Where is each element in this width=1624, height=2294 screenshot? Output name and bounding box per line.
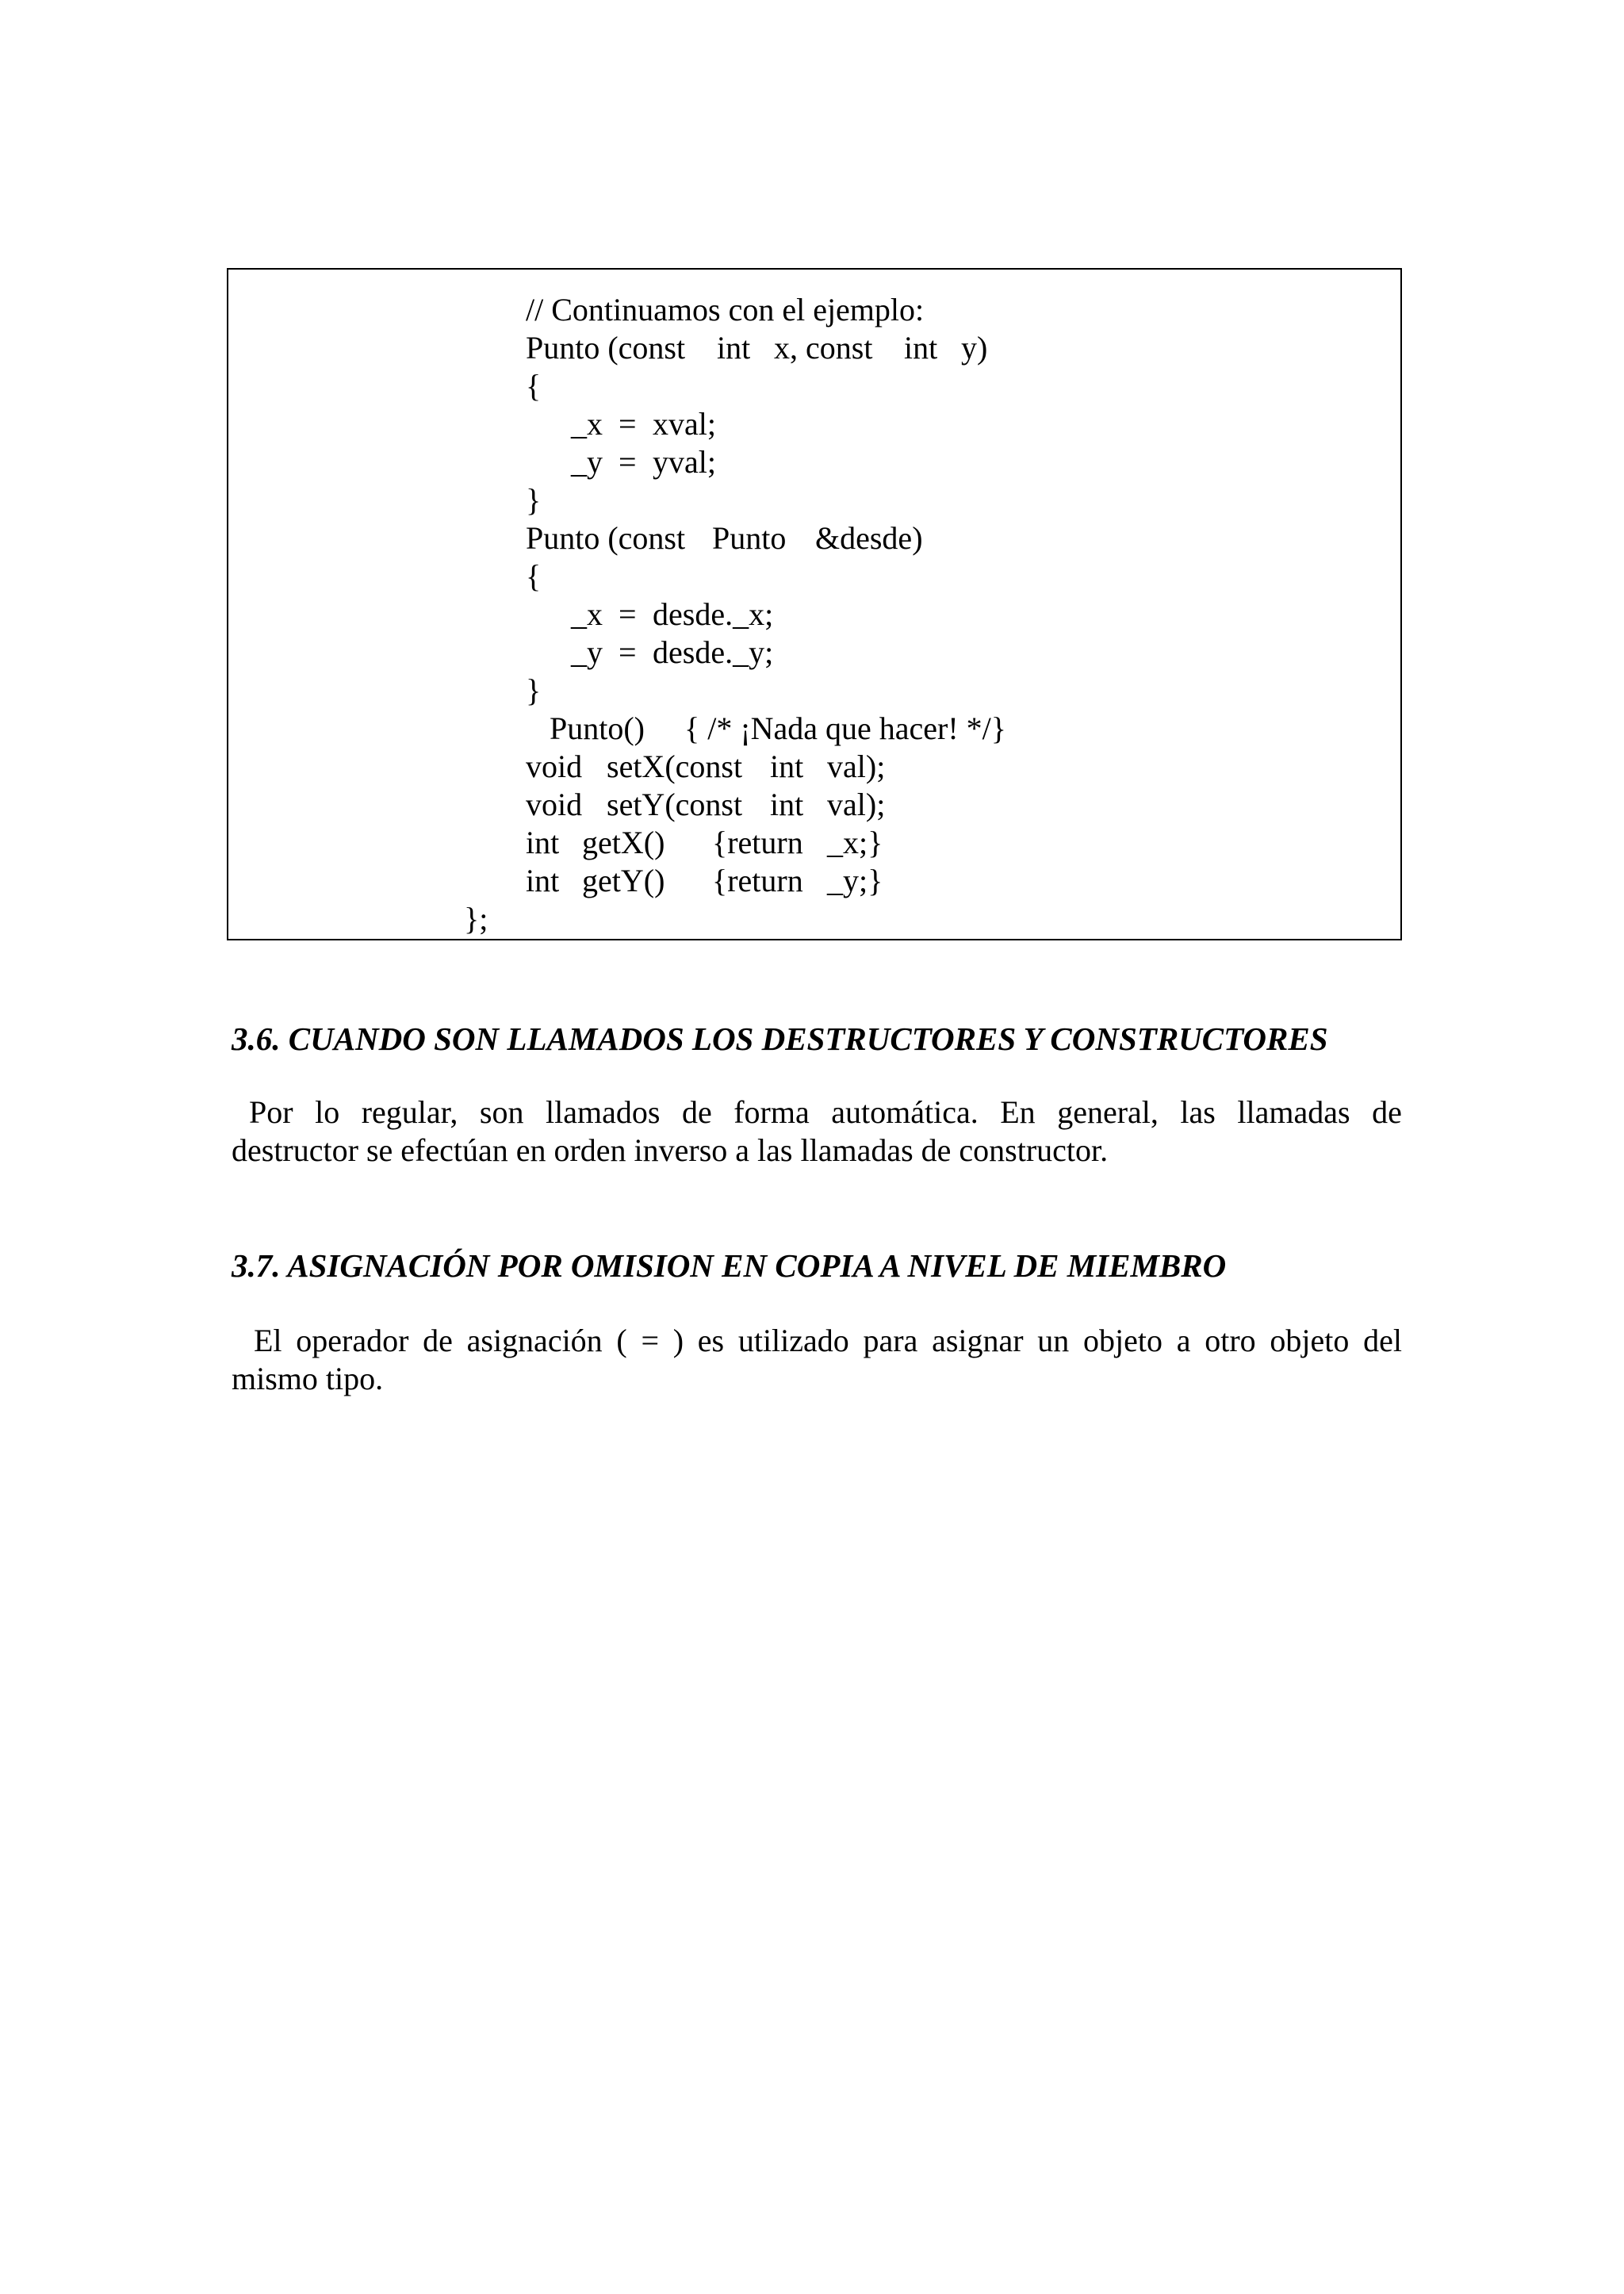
- word: automática.: [831, 1094, 979, 1130]
- word: =: [641, 1323, 660, 1358]
- code-line: [228, 900, 488, 938]
- code-token: _y: [571, 634, 603, 670]
- section-paragraph-3-7: [232, 1322, 1402, 1398]
- code-token: int: [770, 787, 804, 822]
- code-token: }: [526, 482, 542, 518]
- code-line: [228, 862, 883, 900]
- word: En: [1000, 1094, 1036, 1130]
- code-token: {: [526, 558, 542, 594]
- code-token: _x: [571, 406, 603, 442]
- code-token: {return: [712, 863, 803, 898]
- code-listing-box: [227, 268, 1402, 940]
- code-token: desde._y;: [653, 634, 774, 670]
- code-token: int: [717, 330, 751, 366]
- code-line: [228, 481, 542, 519]
- code-line: [228, 519, 923, 557]
- word: regular,: [361, 1094, 458, 1130]
- code-line: [228, 367, 542, 405]
- code-token: {: [526, 368, 542, 404]
- word: de: [681, 1094, 712, 1130]
- code-line: [228, 786, 886, 824]
- word: a: [1176, 1323, 1191, 1358]
- code-token: _y: [571, 444, 603, 480]
- code-token: }: [526, 672, 542, 708]
- code-line: [228, 824, 883, 862]
- section-heading-3-6: 3.6. CUANDO SON LLAMADOS LOS DESTRUCTORES Y CONSTRUCTORES: [232, 1021, 1328, 1057]
- word: operador: [296, 1323, 409, 1358]
- section-heading-3-7: 3.7. ASIGNACIÓN POR OMISION EN COPIA A NIVEL DE MIEMBRO: [232, 1247, 1227, 1284]
- code-token: setY(const: [607, 787, 743, 822]
- code-token: _x;}: [827, 825, 883, 860]
- code-token: int: [526, 863, 560, 898]
- paragraph-line: [232, 1093, 1402, 1132]
- paragraph-line: [232, 1322, 1402, 1360]
- code-token: yval;: [653, 444, 716, 480]
- code-token: _y;}: [827, 863, 883, 898]
- word: es: [697, 1323, 725, 1358]
- code-line: [228, 672, 542, 710]
- word: de: [423, 1323, 453, 1358]
- code-token: int: [904, 330, 938, 366]
- code-token: Punto (const: [526, 520, 686, 556]
- code-token: &desde): [815, 520, 923, 556]
- word: un: [1037, 1323, 1070, 1358]
- word: para: [863, 1323, 918, 1358]
- code-token: int: [526, 825, 560, 860]
- code-token: val);: [827, 787, 886, 822]
- code-token: getX(): [582, 825, 665, 860]
- code-line: [228, 596, 774, 634]
- code-line: [228, 405, 716, 443]
- word: otro: [1205, 1323, 1256, 1358]
- code-token: setX(const: [607, 749, 743, 784]
- word: lo: [315, 1094, 340, 1130]
- word: las: [1180, 1094, 1216, 1130]
- word: objeto: [1270, 1323, 1350, 1358]
- code-token: xval;: [653, 406, 716, 442]
- code-line: [228, 634, 774, 672]
- code-token: y): [961, 330, 988, 366]
- code-line: [228, 291, 925, 329]
- code-token: Punto(): [550, 710, 645, 746]
- code-token: =: [619, 406, 637, 442]
- word: El: [254, 1323, 282, 1358]
- code-line: [228, 443, 716, 481]
- word: asignar: [932, 1323, 1024, 1358]
- word: Por: [249, 1094, 293, 1130]
- word: del: [1363, 1323, 1402, 1358]
- paragraph-line: destructor se efectúan en orden inverso a las llamadas de constructor.: [232, 1132, 1109, 1168]
- code-token: {return: [712, 825, 803, 860]
- code-token: =: [619, 634, 637, 670]
- code-token: =: [619, 444, 637, 480]
- word: forma: [733, 1094, 810, 1130]
- code-comment: { /* ¡Nada que hacer! */}: [684, 710, 1006, 746]
- word: (: [616, 1323, 627, 1358]
- code-token: getY(): [582, 863, 665, 898]
- code-token: _x: [571, 596, 603, 632]
- code-token: };: [464, 901, 488, 936]
- code-line: [228, 329, 988, 367]
- word: son: [479, 1094, 524, 1130]
- code-comment: // Continuamos con el ejemplo:: [526, 292, 925, 327]
- code-token: Punto (const: [526, 330, 686, 366]
- word: general,: [1057, 1094, 1159, 1130]
- paragraph-line: mismo tipo.: [232, 1361, 384, 1396]
- word: llamadas: [1237, 1094, 1350, 1130]
- word: utilizado: [737, 1323, 849, 1358]
- code-token: Punto: [712, 520, 787, 556]
- code-token: int: [770, 749, 804, 784]
- code-line: [228, 748, 886, 786]
- code-line: [228, 557, 542, 596]
- code-token: x, const: [774, 330, 873, 366]
- code-token: void: [526, 787, 583, 822]
- code-token: val);: [827, 749, 886, 784]
- word: de: [1372, 1094, 1402, 1130]
- word: objeto: [1083, 1323, 1162, 1358]
- word: asignación: [466, 1323, 603, 1358]
- code-token: void: [526, 749, 583, 784]
- section-paragraph-3-6: [232, 1093, 1402, 1170]
- code-line: [228, 710, 1006, 748]
- code-token: desde._x;: [653, 596, 774, 632]
- word: ): [672, 1323, 684, 1358]
- code-token: =: [619, 596, 637, 632]
- word: llamados: [546, 1094, 661, 1130]
